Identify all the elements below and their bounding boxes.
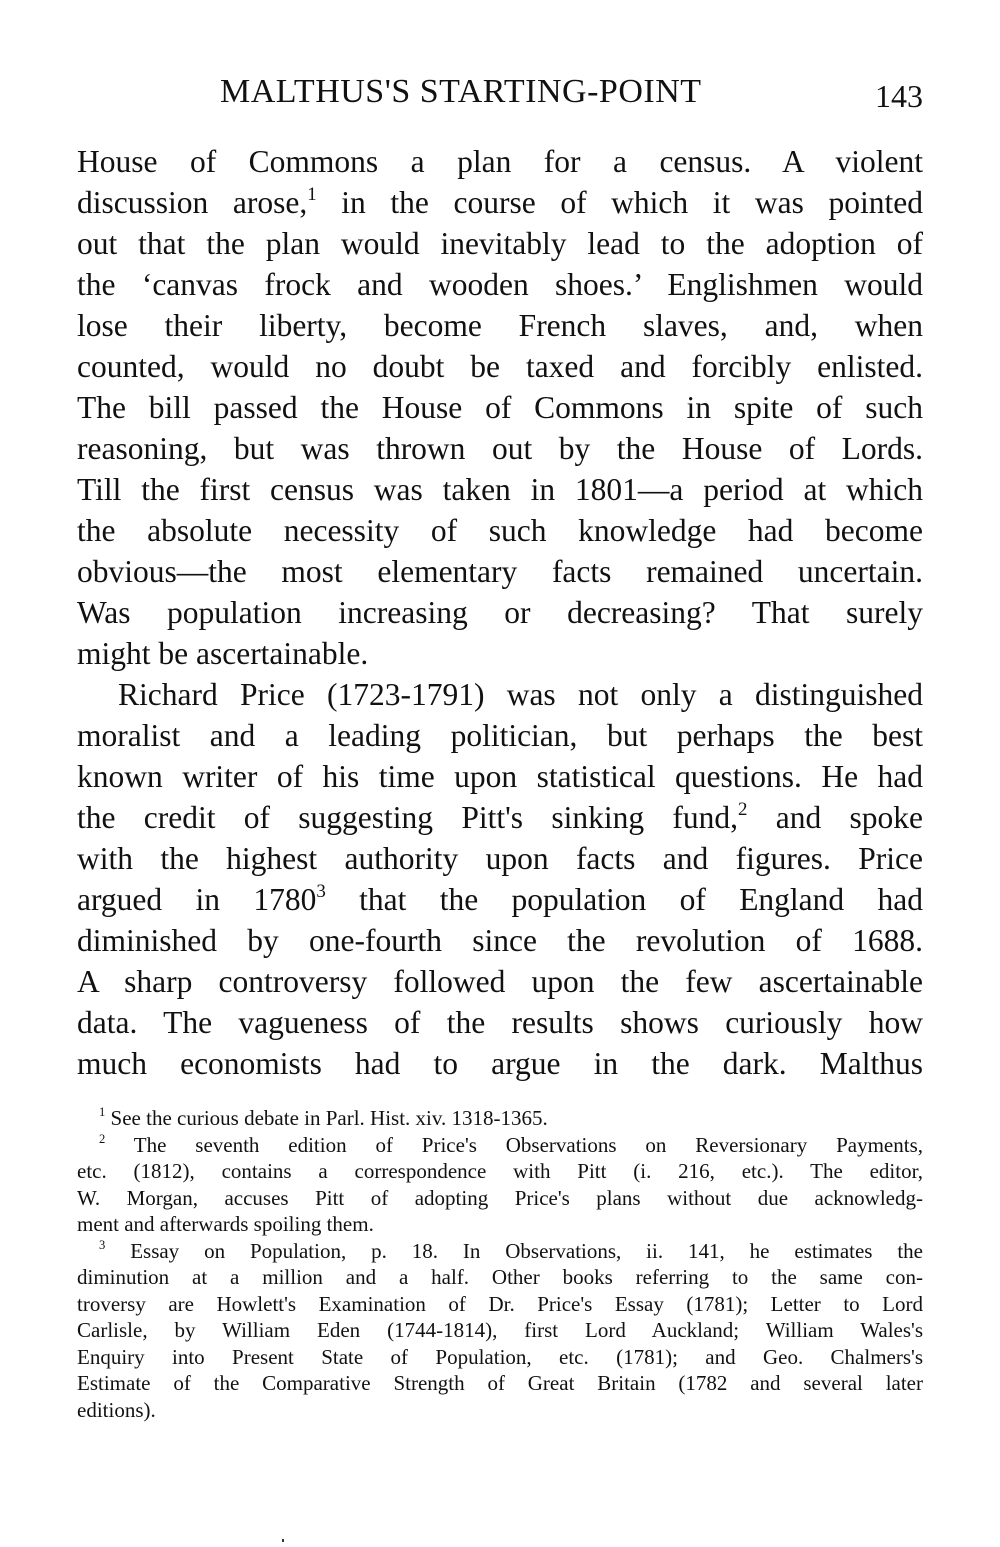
text-line: argued in 1780$^3$ that the population of England had <box>77 880 923 917</box>
text-line: discussion arose,$^1$ in the course of which it was pointed <box>77 183 923 220</box>
text-line: counted, would no doubt be taxed and forcibly enlisted. <box>77 349 923 384</box>
footnote-line: Carlisle, by William Eden (1744-1814), first Lord Auckland; William Wales's <box>77 1318 923 1342</box>
text-line: might be ascertainable. <box>77 636 369 671</box>
footnote-ref-2[interactable]: 2 <box>738 798 748 820</box>
footnote-line: Estimate of the Comparative Strength of Great Britain (1782 and several later <box>77 1371 923 1395</box>
footnote-line: editions). <box>77 1397 156 1422</box>
footnote-line: etc. (1812), contains a correspondence with Pitt (i. 216, etc.). The editor, <box>77 1159 923 1183</box>
text-line: the absolute necessity of such knowledge had become <box>77 513 923 548</box>
text-line: much economists had to argue in the dark. Malthus <box>77 1046 923 1081</box>
text-line: moralist and a leading politician, but perhaps the best <box>77 718 923 753</box>
footnotes <box>77 1105 923 1423</box>
text-line: A sharp controversy followed upon the few ascertainable <box>77 964 923 999</box>
text-line: with the highest authority upon facts and figures. Price <box>77 841 923 876</box>
text-line: The bill passed the House of Commons in spite of such <box>77 390 923 425</box>
page-number: 143 <box>875 78 923 114</box>
body-text <box>77 141 923 1084</box>
running-title: MALTHUS'S STARTING-POINT <box>220 73 702 110</box>
footnote-ref-1[interactable]: 1 <box>307 183 317 205</box>
text-line: lose their liberty, become French slaves, and, when <box>77 308 923 343</box>
footnote-line: W. Morgan, accuses Pitt of adopting Price's plans without due acknowledg- <box>77 1185 923 1210</box>
text-line: House of Commons a plan for a census. A violent <box>77 144 923 179</box>
running-head <box>77 70 923 114</box>
footnote-2: $^2$ The seventh edition of Price's Observations on Reversionary Payments, <box>99 1131 923 1157</box>
text-line: Richard Price (1723-1791) was not only a distinguished <box>118 677 923 712</box>
footnote-1: $^1$ See the curious debate in Parl. Hist. xiv. 1318-1365. <box>99 1105 548 1130</box>
footnote-line: diminution at a million and a half. Other books referring to the same con- <box>77 1265 923 1289</box>
text-line: Till the first census was taken in 1801—a period at which <box>77 472 923 507</box>
text-line: out that the plan would inevitably lead to the adoption of <box>77 226 923 261</box>
text-line: diminished by one-fourth since the revolution of 1688. <box>77 923 923 958</box>
scan-speck <box>282 1539 284 1542</box>
text-line: reasoning, but was thrown out by the House of Lords. <box>77 431 923 466</box>
footnote-line: ment and afterwards spoiling them. <box>77 1212 374 1236</box>
text-line: data. The vagueness of the results shows curiously how <box>77 1005 923 1040</box>
footnote-3: $^3$ Essay on Population, p. 18. In Observations, ii. 141, he estimates the <box>99 1237 924 1263</box>
footnote-line: troversy are Howlett's Examination of Dr. Price's Essay (1781); Letter to Lord <box>77 1291 923 1316</box>
text-line: known writer of his time upon statistical questions. He had <box>77 759 923 794</box>
footnote-line: Enquiry into Present State of Population, etc. (1781); and Geo. Chalmers's <box>77 1344 923 1369</box>
text-line: the credit of suggesting Pitt's sinking fund,$^2$ and spoke <box>77 798 923 835</box>
footnote-ref-3[interactable]: 3 <box>316 880 326 902</box>
text-line: obvious—the most elementary facts remained uncertain. <box>77 554 923 589</box>
text-line: the ‘canvas frock and wooden shoes.’ Englishmen would <box>77 267 923 302</box>
text-line: Was population increasing or decreasing? That surely <box>77 595 923 630</box>
